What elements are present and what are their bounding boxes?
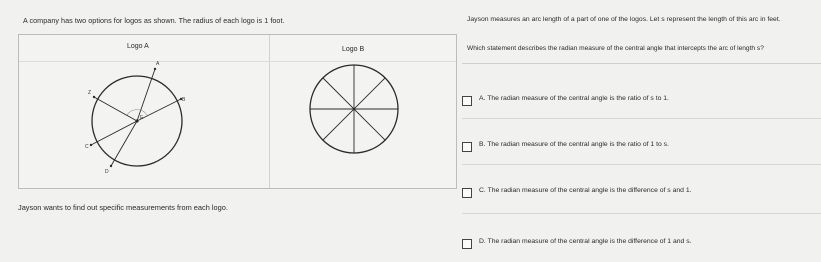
- logo-b-label: Logo B: [342, 46, 365, 53]
- logo-a-figure: [85, 61, 186, 175]
- logo-figure-panel: [18, 34, 457, 189]
- choice-d-checkbox[interactable]: [462, 239, 472, 249]
- choice-d-label: The radian measure of the central angle is the difference of 1 and s.: [487, 238, 692, 245]
- choice-a-checkbox[interactable]: [462, 96, 472, 106]
- choice-b-checkbox[interactable]: [462, 142, 472, 152]
- choice-b-label: The radian measure of the central angle is the ratio of 1 to s.: [487, 141, 669, 148]
- choice-b-letter: B.: [479, 141, 486, 148]
- question-intro: Jayson measures an arc length of a part of one of the logos. Let s represent the length of this arc in feet.: [467, 16, 781, 23]
- choice-a-text: [479, 95, 669, 102]
- choice-c-letter: C.: [479, 187, 486, 194]
- choice-d-text: [479, 238, 692, 245]
- choice-c[interactable]: [462, 187, 821, 199]
- point-label-z: Z: [88, 90, 92, 96]
- choice-c-label: The radian measure of the central angle is the difference of s and 1.: [487, 187, 692, 194]
- choice-a-label: The radian measure of the central angle is the ratio of s to 1.: [487, 95, 669, 102]
- question-separator: [462, 63, 821, 64]
- choice-a-letter: A.: [479, 95, 486, 102]
- point-label-d: D: [105, 169, 109, 175]
- point-label-c: C: [85, 144, 89, 150]
- choice-b[interactable]: [462, 141, 821, 153]
- logo-a-radius-ez: [94, 97, 137, 121]
- question-stem: Which statement describes the radian measure of the central angle that intercepts the arc of length s?: [467, 45, 764, 52]
- choice-separator: [462, 213, 821, 214]
- jayson-wants-text: Jayson wants to find out specific measurements from each logo.: [18, 203, 228, 212]
- logo-a-angle-mark: [127, 110, 147, 115]
- choice-c-text: [479, 187, 692, 194]
- choice-separator: [462, 118, 821, 119]
- choice-d-letter: D.: [479, 238, 486, 245]
- logo-b-figure: [310, 65, 398, 153]
- problem-intro: A company has two options for logos as shown. The radius of each logo is 1 foot.: [23, 16, 285, 25]
- choice-b-text: [479, 141, 669, 148]
- logos-drawing: [19, 35, 456, 188]
- choice-d[interactable]: [462, 238, 821, 250]
- logo-a-label: Logo A: [127, 43, 149, 50]
- point-label-e: E: [140, 115, 144, 121]
- choice-c-checkbox[interactable]: [462, 188, 472, 198]
- logo-a-center-point: [135, 119, 138, 122]
- point-label-a: A: [156, 61, 160, 67]
- choice-separator: [462, 164, 821, 165]
- choice-a[interactable]: [462, 95, 821, 107]
- point-label-b: B: [182, 97, 186, 103]
